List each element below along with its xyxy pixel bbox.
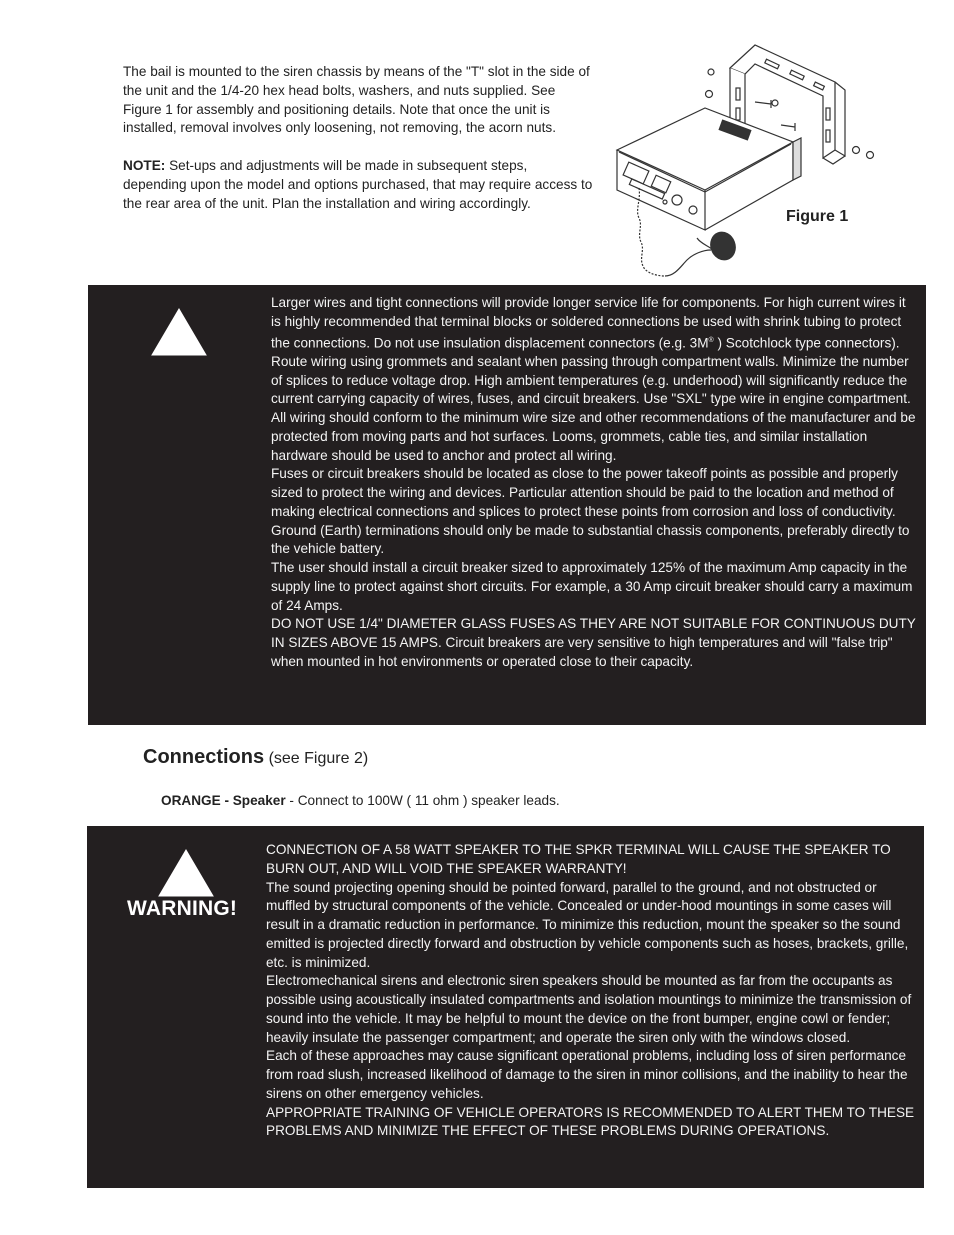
caution-paragraph: The user should install a circuit breaker sized to approximately 125% of the maximum Amp capacity in the supply line to protect against short circuits. For example, a 30 Amp circuit breaker should carry a maximum of 24 Amps. <box>271 560 913 613</box>
figure-1-illustration <box>605 40 895 285</box>
orange-wire-text: - Connect to 100W ( 11 ohm ) speaker leads. <box>285 793 560 808</box>
warning-paragraph: APPROPRIATE TRAINING OF VEHICLE OPERATORS IS RECOMMENDED TO ALERT THEM TO THESE PROBLEMS AND MINIMIZE THE EFFECT OF THESE PROBLEMS DURING OPERATIONS. <box>266 1104 915 1139</box>
intro-paragraph: The bail is mounted to the siren chassis by means of the "T" slot in the side of the unit and the 1/4-20 hex head bolts, washers, and nuts supplied. See Figure 1 for assembly and positioning details. Note that once the unit is installed, removal involves only loosening, not removing, the acorn nuts. <box>123 64 590 136</box>
caution-text-part: Larger wires and tight connections will provide longer service life for components. For high current wires it is highly recommended that terminal blocks or soldered connections be used with shrink tubing to protect the connections. Do not use insulation displacement connectors (e.g. 3M <box>271 295 906 351</box>
note-text: Set-ups and adjustments will be made in subsequent steps, depending upon the model and options purchased, that may require access to the rear area of the unit. Plan the installation and wiring accordingly. <box>123 157 593 211</box>
orange-wire-label: ORANGE - Speaker <box>161 793 286 808</box>
warning-box <box>87 826 924 1188</box>
warning-text <box>266 841 916 1141</box>
caution-paragraph: DO NOT USE 1/4" DIAMETER GLASS FUSES AS THEY ARE NOT SUITABLE FOR CONTINUOUS DUTY IN SIZES ABOVE 15 AMPS. Circuit breakers are very sensitive to high temperatures and will "false trip" when mounted in hot environments or operated close to their capacity. <box>271 616 916 669</box>
orange-wire-description <box>161 793 560 808</box>
intro-text <box>123 63 593 213</box>
warning-paragraph: Electromechanical sirens and electronic siren speakers should be mounted as far from the occupants as possible using acoustically insulated compartments and isolation mountings to minimize the transmission of sound into the vehicle. It may be helpful to mount the device on the front bumper, engine cowl or fender; heavily insulate the passenger compartment; and operate the siren only with the windows closed. <box>266 973 912 1045</box>
section-subtitle: (see Figure 2) <box>264 750 369 767</box>
connections-heading <box>143 746 368 769</box>
note-paragraph <box>123 157 593 213</box>
caution-text <box>271 294 919 672</box>
caution-box <box>88 285 926 725</box>
warning-label: WARNING! <box>127 897 238 920</box>
figure-1-caption: Figure 1 <box>786 208 849 225</box>
section-title: Connections <box>143 746 265 768</box>
caution-paragraph: Fuses or circuit breakers should be located as close to the power takeoff points as possible and properly sized to protect the wiring and devices. Particular attention should be paid to the location and method of making electrical connections and splices to protect these points from corrosion and loss of conductivity. Ground (Earth) terminations should only be made to substantial chassis components, preferably directly to the vehicle battery. <box>271 466 910 557</box>
registered-mark: ® <box>708 336 714 344</box>
warning-triangle-icon <box>157 848 215 898</box>
warning-paragraph: CONNECTION OF A 58 WATT SPEAKER TO THE SPKR TERMINAL WILL CAUSE THE SPEAKER TO BURN OUT, AND WILL VOID THE SPEAKER WARRANTY! <box>266 842 891 876</box>
caution-paragraph: All wiring should conform to the minimum wire size and other recommendations of the manufacturer and be protected from moving parts and hot surfaces. Looms, grommets, cable ties, and similar installation hardware should be used to anchor and protect all wiring. <box>271 410 916 463</box>
caution-triangle-icon <box>150 307 208 357</box>
caution-text-part: ) Scotchlock type connectors). Route wiring using grommets and sealant when passing through compartment walls. Minimize the number of splices to reduce voltage drop. High ambient temperatures (e.g. underhood) will significantly reduce the current carrying capacity of wires, fuses, and circuit breakers. Use "SXL" type wire in engine compartment. <box>271 335 911 407</box>
caution-paragraph <box>271 294 919 409</box>
warning-paragraph: Each of these approaches may cause significant operational problems, including loss of siren performance from road slush, increased likelihood of damage to the siren in minor collisions, and the inability to hear the sirens on other emergency vehicles. <box>266 1048 908 1101</box>
note-label: NOTE: <box>123 157 166 173</box>
warning-paragraph: The sound projecting opening should be pointed forward, parallel to the ground, and not obstructed or muffled by structural components of the vehicle. Concealed or under-hood mountings in some cases will result in a dramatic reduction in performance. To minimize this reduction, mount the speaker so the sound emitted is projected directly forward and obstruction by vehicle components such as hoses, brackets, grille, etc. is minimized. <box>266 879 909 970</box>
